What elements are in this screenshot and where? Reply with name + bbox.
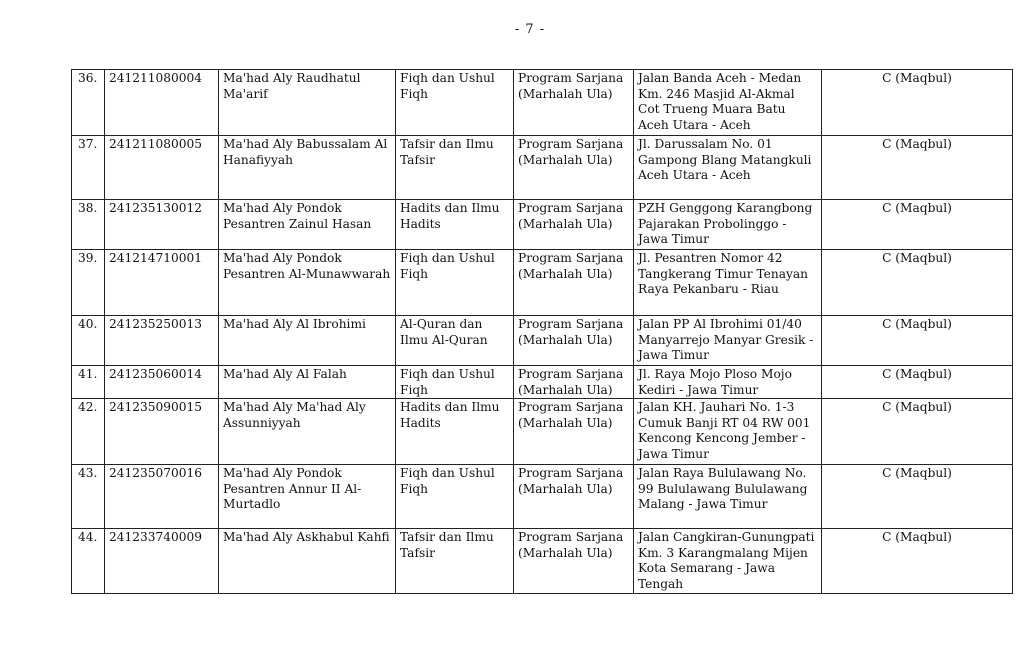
institution-address: Jalan Raya Bululawang No. 99 Bululawang Bululawang Malang - Jawa Timur: [634, 465, 822, 529]
table-row: [72, 136, 1013, 200]
program-level: Program Sarjana (Marhalah Ula): [514, 136, 634, 200]
study-field: Fiqh dan Ushul Fiqh: [396, 366, 514, 399]
institution-address: Jalan Banda Aceh - Medan Km. 246 Masjid Al-Akmal Cot Trueng Muara Batu Aceh Utara - Aceh: [634, 70, 822, 136]
row-number: 41.: [72, 366, 105, 399]
institution-code: 241214710001: [105, 250, 219, 316]
institution-code: 241235060014: [105, 366, 219, 399]
row-number: 37.: [72, 136, 105, 200]
program-level: Program Sarjana (Marhalah Ula): [514, 529, 634, 593]
table-row: [72, 366, 1013, 399]
study-field: Tafsir dan Ilmu Tafsir: [396, 136, 514, 200]
program-level: Program Sarjana (Marhalah Ula): [514, 366, 634, 399]
study-field: Tafsir dan Ilmu Tafsir: [396, 529, 514, 593]
row-number: 36.: [72, 70, 105, 136]
study-field: Al-Quran dan Ilmu Al-Quran: [396, 316, 514, 366]
program-level: Program Sarjana (Marhalah Ula): [514, 70, 634, 136]
institution-name: Ma'had Aly Raudhatul Ma'arif: [219, 70, 396, 136]
institution-name: Ma'had Aly Pondok Pesantren Zainul Hasan: [219, 200, 396, 250]
table-row: [72, 399, 1013, 465]
institution-address: PZH Genggong Karangbong Pajarakan Probolinggo - Jawa Timur: [634, 200, 822, 250]
page-number: - 7 -: [514, 22, 546, 37]
table-row: [72, 529, 1013, 593]
institution-name: Ma'had Aly Pondok Pesantren Al-Munawwarah: [219, 250, 396, 316]
institution-name: Ma'had Aly Pondok Pesantren Annur II Al-Murtadlo: [219, 465, 396, 529]
study-field: Fiqh dan Ushul Fiqh: [396, 250, 514, 316]
accreditation-status: C (Maqbul): [822, 316, 1013, 366]
accreditation-status: C (Maqbul): [822, 200, 1013, 250]
institution-code: 241233740009: [105, 529, 219, 593]
institution-address: Jl. Raya Mojo Ploso Mojo Kediri - Jawa Timur: [634, 366, 822, 399]
institution-name: Ma'had Aly Babussalam Al Hanafiyyah: [219, 136, 396, 200]
table-row: [72, 465, 1013, 529]
institution-name: Ma'had Aly Askhabul Kahfi: [219, 529, 396, 593]
row-number: 43.: [72, 465, 105, 529]
program-level: Program Sarjana (Marhalah Ula): [514, 200, 634, 250]
program-level: Program Sarjana (Marhalah Ula): [514, 399, 634, 465]
institution-code: 241235130012: [105, 200, 219, 250]
institution-code: 241235250013: [105, 316, 219, 366]
row-number: 42.: [72, 399, 105, 465]
row-number: 39.: [72, 250, 105, 316]
accreditation-status: C (Maqbul): [822, 136, 1013, 200]
table-row: [72, 250, 1013, 316]
accreditation-status: C (Maqbul): [822, 529, 1013, 593]
accreditation-status: C (Maqbul): [822, 465, 1013, 529]
institution-address: Jl. Darussalam No. 01 Gampong Blang Matangkuli Aceh Utara - Aceh: [634, 136, 822, 200]
row-number: 40.: [72, 316, 105, 366]
institution-code: 241211080004: [105, 70, 219, 136]
study-field: Hadits dan Ilmu Hadits: [396, 399, 514, 465]
accreditation-status: C (Maqbul): [822, 366, 1013, 399]
accreditation-table: [71, 69, 1013, 594]
accreditation-status: C (Maqbul): [822, 70, 1013, 136]
institution-address: Jalan PP Al Ibrohimi 01/40 Manyarrejo Manyar Gresik - Jawa Timur: [634, 316, 822, 366]
institution-code: 241235090015: [105, 399, 219, 465]
study-field: Hadits dan Ilmu Hadits: [396, 200, 514, 250]
row-number: 44.: [72, 529, 105, 593]
institution-code: 241235070016: [105, 465, 219, 529]
table-row: [72, 316, 1013, 366]
row-number: 38.: [72, 200, 105, 250]
study-field: Fiqh dan Ushul Fiqh: [396, 70, 514, 136]
institution-code: 241211080005: [105, 136, 219, 200]
accreditation-status: C (Maqbul): [822, 399, 1013, 465]
institution-address: Jalan Cangkiran-Gunungpati Km. 3 Karangmalang Mijen Kota Semarang - Jawa Tengah: [634, 529, 822, 593]
program-level: Program Sarjana (Marhalah Ula): [514, 250, 634, 316]
table-row: [72, 200, 1013, 250]
accreditation-status: C (Maqbul): [822, 250, 1013, 316]
study-field: Fiqh dan Ushul Fiqh: [396, 465, 514, 529]
institution-address: Jl. Pesantren Nomor 42 Tangkerang Timur Tenayan Raya Pekanbaru - Riau: [634, 250, 822, 316]
institution-name: Ma'had Aly Ma'had Aly Assunniyyah: [219, 399, 396, 465]
program-level: Program Sarjana (Marhalah Ula): [514, 465, 634, 529]
institution-address: Jalan KH. Jauhari No. 1-3 Cumuk Banji RT 04 RW 001 Kencong Kencong Jember - Jawa Timur: [634, 399, 822, 465]
program-level: Program Sarjana (Marhalah Ula): [514, 316, 634, 366]
institution-name: Ma'had Aly Al Ibrohimi: [219, 316, 396, 366]
table-row: [72, 70, 1013, 136]
institution-name: Ma'had Aly Al Falah: [219, 366, 396, 399]
